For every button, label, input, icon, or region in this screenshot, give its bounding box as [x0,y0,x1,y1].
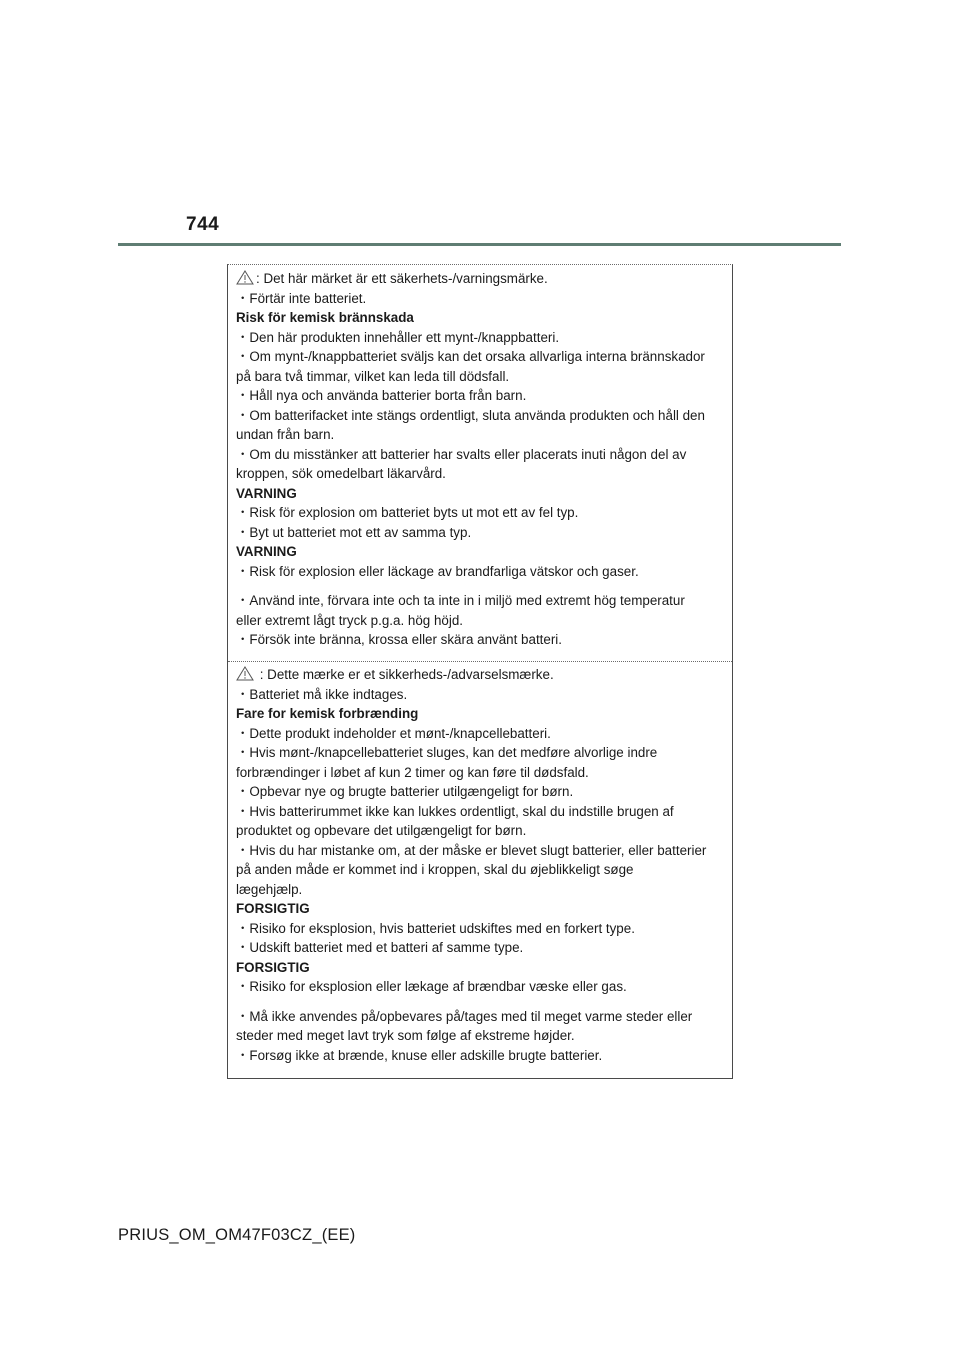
page-number: 744 [186,214,220,235]
text-line: ・Använd inte, förvara inte och ta inte in i miljö med extremt hög temperatur [236,593,685,608]
swedish-section [228,269,732,650]
text-line: ・Den här produkten innehåller ett mynt-/knappbatteri. [236,329,560,345]
text-line: ・Opbevar nye og brugte batterier utilgængeligt for børn. [236,784,574,799]
text-line: lægehjælp. [236,881,303,897]
swedish-lines [236,289,724,582]
text-line: på anden måde er kommet ind i kroppen, skal du øjeblikkeligt søge [236,862,634,877]
danish-gap [236,997,724,1007]
text-line: ・Hvis mønt-/knapcellebatteriet sluges, kan det medføre alvorlige indre [236,745,658,760]
swedish-lines-after-gap [236,591,724,650]
text-line: kroppen, sök omedelbart läkarvård. [236,466,446,481]
text-line: ・Försök inte bränna, krossa eller skära använt batteri. [236,632,562,647]
text-line: forbrændinger i løbet af kun 2 timer og kan føre til dødsfald. [236,764,589,780]
text-line: undan från barn. [236,427,335,442]
text-line: ・Må ikke anvendes på/opbevares på/tages med til meget varme steder eller [236,1008,693,1024]
text-line: ・Håll nya och använda batterier borta från barn. [236,388,527,403]
battery-warning-notice [227,264,733,1079]
text-line: ・Om du misstänker att batterier har svalts eller placerats inuti någon del av [236,446,687,462]
text-line: ・Risiko for eksplosion eller lækage af brændbar væske eller gas. [236,979,627,994]
text-line: produktet og opbevare det utilgængeligt for børn. [236,823,527,838]
section-heading: VARNING [236,544,297,559]
danish-section [228,665,732,1065]
danish-lines-after-gap [236,1007,724,1066]
warning-triangle-icon [236,270,254,285]
text-line: ・Risiko for eksplosion, hvis batteriet udskiftes med en forkert type. [236,920,635,936]
section-heading: FORSIGTIG [236,901,310,916]
text-line: ・Risk för explosion om batteriet byts ut mot ett av fel typ. [236,505,579,520]
document-code: PRIUS_OM_OM47F03CZ_(EE) [118,1226,356,1244]
section-divider [228,661,732,662]
section-heading: FORSIGTIG [236,959,310,975]
text-line: ・Udskift batteriet med et batteri af samme type. [236,940,524,955]
text-line: ・Hvis batterirummet ikke kan lukkes ordentligt, skal du indstille brugen af [236,803,674,819]
text-line: ・Batteriet må ikke indtages. [236,686,408,702]
text-line: ・Om mynt-/knappbatteriet sväljs kan det orsaka allvarliga interna brännskador [236,349,705,364]
text-line: ・Hvis du har mistanke om, at der måske er blevet slugt batterier, eller batterier [236,842,707,858]
text-line: ・Om batterifacket inte stängs ordentligt, sluta använda produkten och håll den [236,407,705,423]
swedish-symbol-line [236,269,724,289]
text-line: steder med meget lavt tryk som følge af ekstreme højder. [236,1028,575,1043]
header-rule [118,243,841,246]
text-line: ・Dette produkt indeholder et mønt-/knapcellebatteri. [236,725,551,741]
text-line: ・Risk för explosion eller läckage av brandfarliga vätskor och gaser. [236,563,639,579]
danish-symbol-text: : Dette mærke er et sikkerheds-/advarselsmærke. [256,667,554,682]
text-line: eller extremt lågt tryck p.g.a. hög höjd. [236,612,464,628]
section-heading: VARNING [236,485,297,501]
text-line: ・Forsøg ikke at brænde, knuse eller adskille brugte batterier. [236,1047,603,1063]
swedish-gap [236,581,724,591]
section-heading: Risk för kemisk brännskada [236,310,414,325]
text-line: ・Byt ut batteriet mot ett av samma typ. [236,524,472,540]
danish-lines [236,685,724,997]
danish-symbol-line [236,665,724,685]
swedish-symbol-text: : Det här märket är ett säkerhets-/varningsmärke. [256,271,548,286]
section-heading: Fare for kemisk forbrænding [236,706,419,721]
text-line: på bara två timmar, vilket kan leda till dödsfall. [236,368,510,384]
warning-triangle-icon [236,666,254,681]
text-line: ・Förtär inte batteriet. [236,290,367,306]
